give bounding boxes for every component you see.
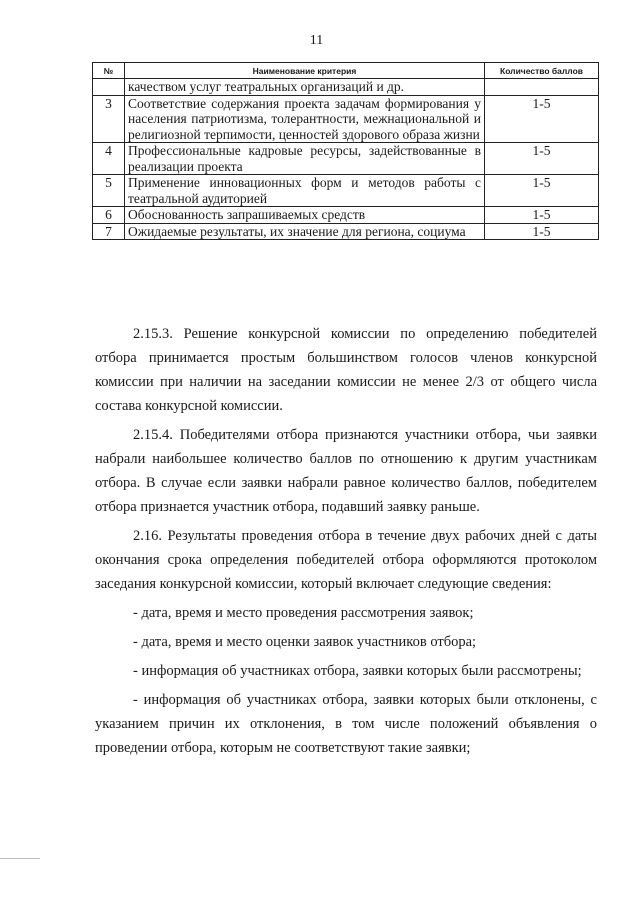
table-row bbox=[93, 207, 599, 224]
table-row bbox=[93, 79, 599, 96]
row-number bbox=[93, 79, 125, 96]
header-criterion-name: Наименование критерия bbox=[125, 63, 485, 79]
row-criterion: Профессиональные кадровые ресурсы, задействованные в реализации проекта bbox=[125, 143, 485, 175]
header-number: № bbox=[93, 63, 125, 79]
paragraph-2-15-3: 2.15.3. Решение конкурсной комиссии по определению победителей отбора принимается простым большинством голосов членов конкурсной комиссии при наличии на заседании комиссии не менее 2/3 от общего числа состава конкурсной комиссии. bbox=[95, 326, 597, 414]
page-number: 11 bbox=[309, 33, 324, 48]
row-criterion: качеством услуг театральных организаций и др. bbox=[125, 79, 485, 96]
row-score: 1-5 bbox=[485, 223, 599, 240]
list-item: - информация об участниках отбора, заявки которых были рассмотрены; bbox=[133, 663, 582, 679]
row-criterion: Ожидаемые результаты, их значение для региона, социума bbox=[125, 223, 485, 240]
row-number: 4 bbox=[93, 143, 125, 175]
table-header-row bbox=[93, 63, 599, 79]
row-score: 1-5 bbox=[485, 95, 599, 143]
row-number: 6 bbox=[93, 207, 125, 224]
row-criterion: Применение инновационных форм и методов работы с театральной аудиторией bbox=[125, 175, 485, 207]
list-item: - дата, время и место проведения рассмотрения заявок; bbox=[133, 605, 474, 621]
table-row bbox=[93, 95, 599, 143]
row-number: 7 bbox=[93, 223, 125, 240]
list-item: - информация об участниках отбора, заявки которых были отклонены, с указанием причин их отклонения, в том числе положений объявления о проведении отбора, которым не соответствуют такие заявки; bbox=[95, 692, 597, 756]
row-number: 5 bbox=[93, 175, 125, 207]
table-row bbox=[93, 175, 599, 207]
document-body bbox=[95, 322, 597, 765]
criteria-table bbox=[92, 62, 599, 240]
scan-edge-mark bbox=[0, 858, 40, 859]
paragraph-2-16: 2.16. Результаты проведения отбора в течение двух рабочих дней с даты окончания срока определения победителей отбора оформляются протоколом заседания конкурсной комиссии, который включает следующие сведения: bbox=[95, 528, 597, 592]
row-score: 1-5 bbox=[485, 143, 599, 175]
row-number: 3 bbox=[93, 95, 125, 143]
table-row bbox=[93, 143, 599, 175]
header-score: Количество баллов bbox=[485, 63, 599, 79]
row-criterion: Обоснованность запрашиваемых средств bbox=[125, 207, 485, 224]
paragraph-2-15-4: 2.15.4. Победителями отбора признаются участники отбора, чьи заявки набрали наибольшее количество баллов по отношению к другим участникам отбора. В случае если заявки набрали равное количество баллов, победителем отбора признается участник отбора, подавший заявку раньше. bbox=[95, 427, 597, 515]
row-criterion: Соответствие содержания проекта задачам формирования у населения патриотизма, толерантности, межнациональной и религиозной терпимости, ценностей здорового образа жизни bbox=[125, 95, 485, 143]
row-score: 1-5 bbox=[485, 207, 599, 224]
row-score bbox=[485, 79, 599, 96]
row-score: 1-5 bbox=[485, 175, 599, 207]
table-row bbox=[93, 223, 599, 240]
list-item: - дата, время и место оценки заявок участников отбора; bbox=[133, 634, 477, 650]
